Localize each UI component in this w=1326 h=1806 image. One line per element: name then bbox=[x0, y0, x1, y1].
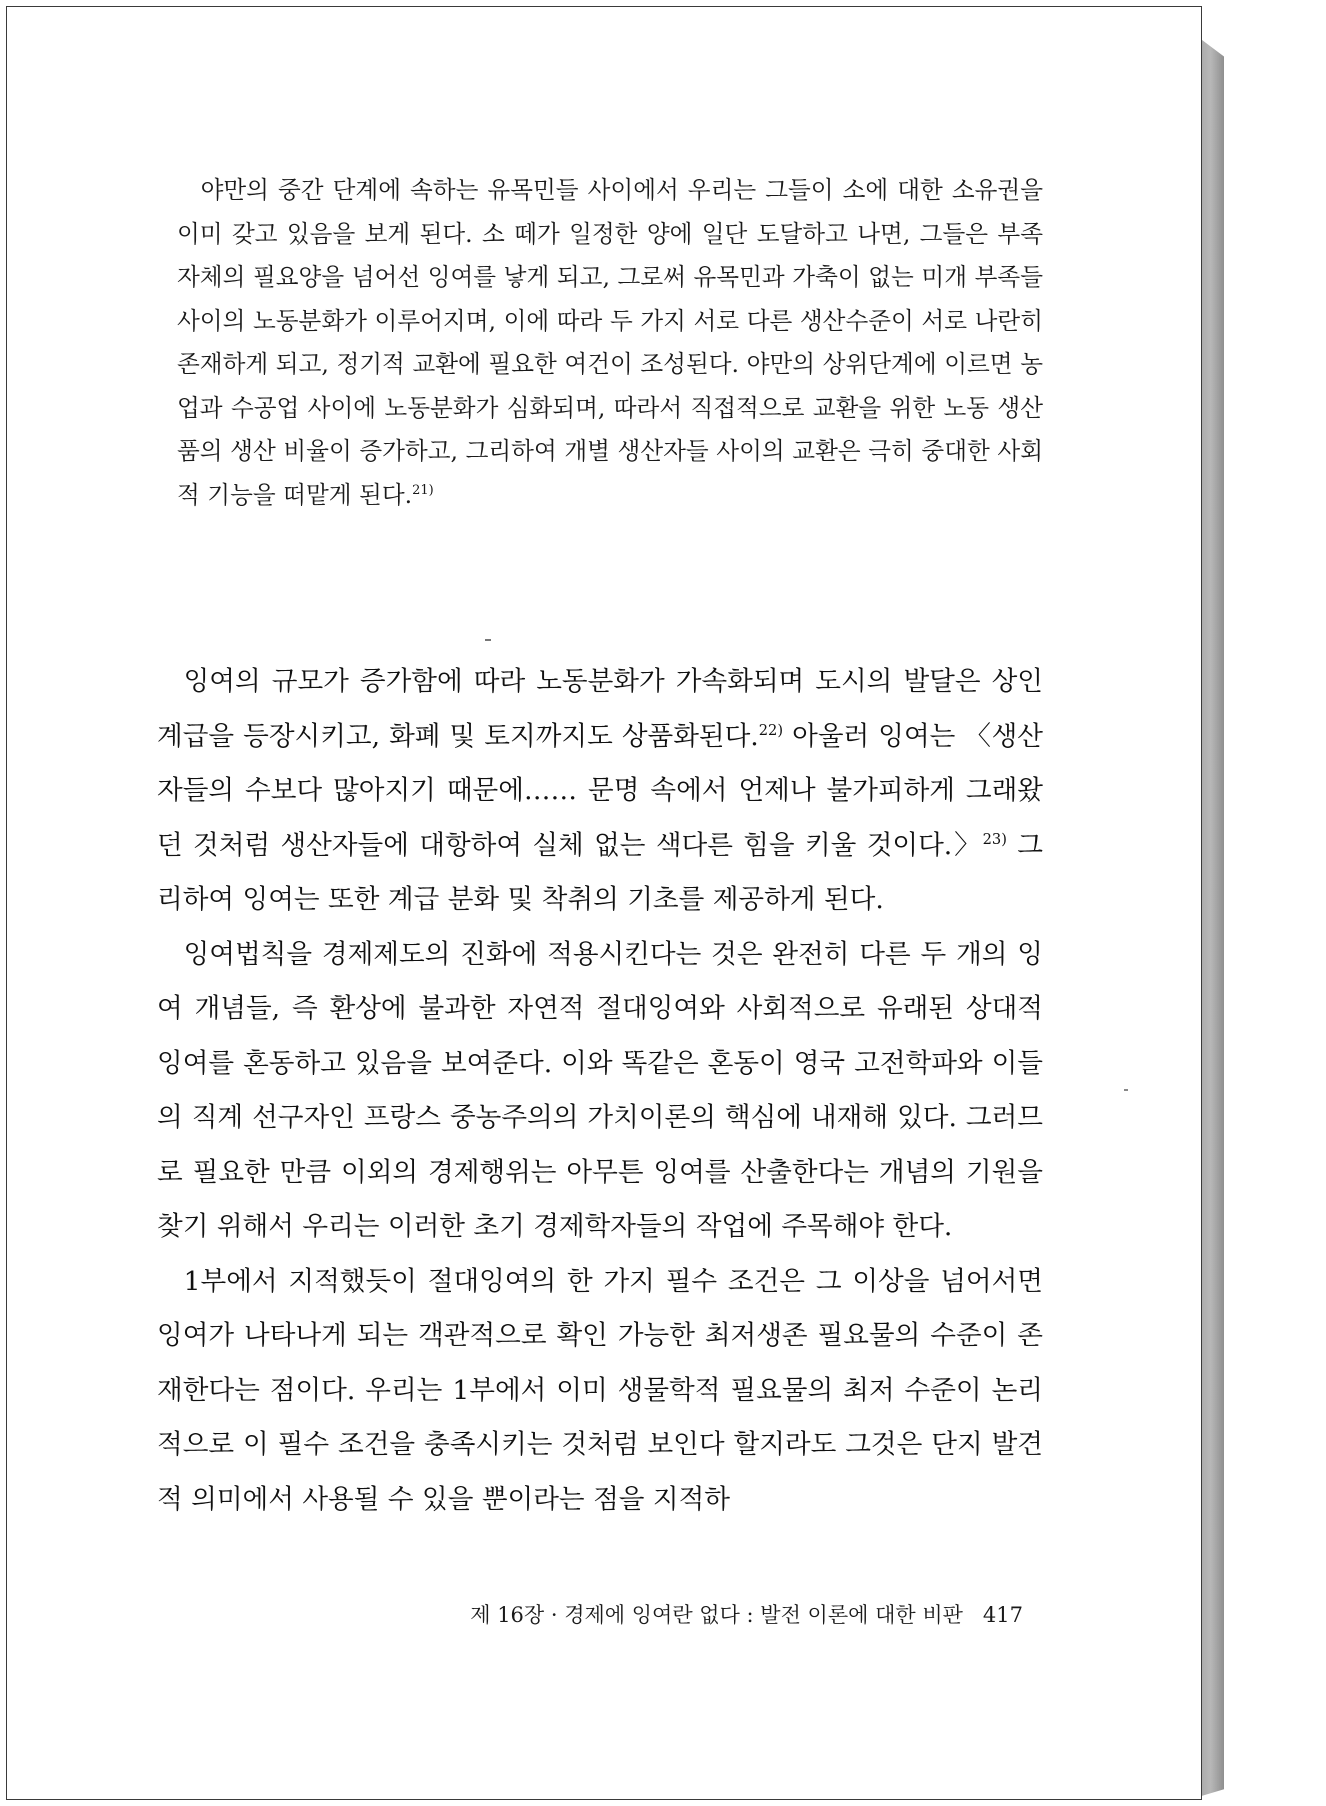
paragraph-1-part-a: 잉여의 규모가 증가함에 따라 노동분화가 가속화되며 도시의 발달은 상인계급을 등장시키고, 화폐 및 토지까지도 상품화된다. bbox=[157, 666, 1043, 752]
scan-speck-2 bbox=[1124, 1089, 1128, 1091]
book-page bbox=[6, 6, 1202, 1800]
main-text bbox=[157, 655, 1043, 1527]
paragraph-1 bbox=[157, 655, 1043, 928]
footnote-ref-22: 22) bbox=[758, 721, 784, 739]
scan-speck bbox=[485, 639, 491, 641]
page-number: 417 bbox=[982, 1603, 1023, 1627]
paragraph-1-part-b: 아울러 잉여는 〈생산자들의 수보다 많아지기 때문에…… 문명 속에서 언제나 불가피하게 그래왔던 것처럼 생산자들에 대항하여 실체 없는 색다른 힘을 키울 것이다.〉 bbox=[157, 720, 1043, 861]
footnote-ref-21: 21) bbox=[412, 482, 434, 498]
paragraph-1-part-c: 그리하여 잉여는 또한 계급 분화 및 착취의 기초를 제공하게 된다. bbox=[157, 829, 1043, 915]
page-footer bbox=[307, 1599, 1023, 1629]
paragraph-3: 1부에서 지적했듯이 절대잉여의 한 가지 필수 조건은 그 이상을 넘어서면 잉여가 나타나게 되는 객관적으로 확인 가능한 최저생존 필요물의 수준이 존재한다는 점이다. 우리는 1부에서 이미 생물학적 필요물의 최저 수준이 논리적으로 이 필수 조건을 충족시키는 것처럼 보인다 할지라도 그것은 단지 발견적 의미에서 사용될 수 있을 뿐이라는 점을 지적하 bbox=[157, 1265, 1043, 1515]
footnote-ref-23: 23) bbox=[982, 830, 1007, 848]
running-head: 제 16장 · 경제에 잉여란 없다 : 발전 이론에 대한 비판 bbox=[470, 1603, 963, 1627]
block-quote bbox=[177, 169, 1043, 517]
quote-text: 야만의 중간 단계에 속하는 유목민들 사이에서 우리는 그들이 소에 대한 소유권을 이미 갖고 있음을 보게 된다. 소 떼가 일정한 양에 일단 도달하고 나면, 그들은 부족 자체의 필요양을 넘어선 잉여를 낳게 되고, 그로써 유목민과 가축이 없는 미개 부족들 사이의 노동분화가 이루어지며, 이에 따라 두 가지 서로 다른 생산수준이 서로 나란히 존재하게 되고, 정기적 교환에 필요한 여건이 조성된다. 야만의 상위단계에 이르면 농업과 수공업 사이에 노동분화가 심화되며, 따라서 직접적으로 교환을 위한 노동 생산품의 생산 비율이 증가하고, 그리하여 개별 생산자들 사이의 교환은 극히 중대한 사회적 기능을 떠맡게 된다. bbox=[177, 176, 1043, 509]
paragraph-2: 잉여법칙을 경제제도의 진화에 적용시킨다는 것은 완전히 다른 두 개의 잉여 개념들, 즉 환상에 불과한 자연적 절대잉여와 사회적으로 유래된 상대적 잉여를 혼동하고 있음을 보여준다. 이와 똑같은 혼동이 영국 고전학파와 이들의 직계 선구자인 프랑스 중농주의의 가치이론의 핵심에 내재해 있다. 그러므로 필요한 만큼 이외의 경제행위는 아무튼 잉여를 산출한다는 개념의 기원을 찾기 위해서 우리는 이러한 초기 경제학자들의 작업에 주목해야 한다. bbox=[157, 938, 1044, 1242]
